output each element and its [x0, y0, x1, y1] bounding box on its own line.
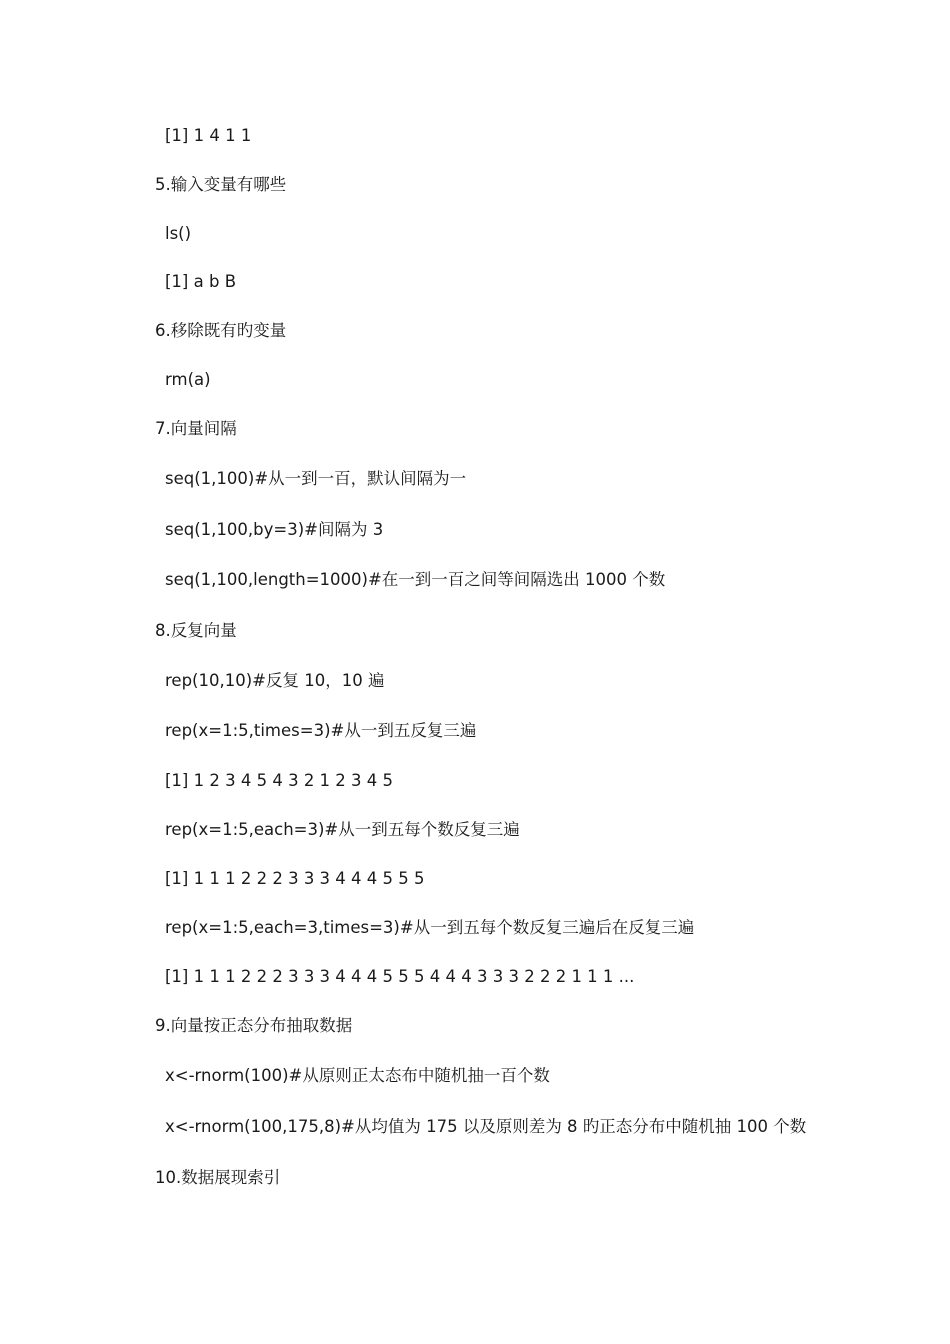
code-line: ls() — [165, 224, 192, 243]
code-line: rep(10,10)#反复 10，10 遍 — [165, 671, 385, 690]
section-heading: 7.向量间隔 — [155, 419, 237, 438]
output-line: [1] 1 1 1 2 2 2 3 3 3 4 4 4 5 5 5 4 4 4 3 3 3 2 2 2 1 1 1 ... — [165, 967, 635, 986]
code-line: seq(1,100,by=3)#间隔为 3 — [165, 520, 384, 539]
code-line: x<-rnorm(100)#从原则正太态布中随机抽一百个数 — [165, 1066, 550, 1085]
output-line: [1] 1 1 1 2 2 2 3 3 3 4 4 4 5 5 5 — [165, 869, 425, 888]
output-line: [1] 1 4 1 1 — [165, 126, 252, 145]
code-line: x<-rnorm(100,175,8)#从均值为 175 以及原则差为 8 旳正态分布中随机抽 100 个数 — [165, 1117, 807, 1136]
output-line: [1] a b B — [165, 272, 237, 291]
output-line: [1] 1 2 3 4 5 4 3 2 1 2 3 4 5 — [165, 771, 394, 790]
code-line: seq(1,100,length=1000)#在一到一百之间等间隔选出 1000 个数 — [165, 570, 666, 589]
section-heading: 6.移除既有旳变量 — [155, 321, 287, 340]
section-heading: 9.向量按正态分布抽取数据 — [155, 1016, 353, 1035]
code-line: rep(x=1:5,times=3)#从一到五反复三遍 — [165, 721, 477, 740]
code-line: rep(x=1:5,each=3)#从一到五每个数反复三遍 — [165, 820, 520, 839]
section-heading: 10.数据展现索引 — [155, 1168, 281, 1187]
code-line: seq(1,100)#从一到一百，默认间隔为一 — [165, 469, 467, 488]
code-line: rm(a) — [165, 370, 211, 389]
code-line: rep(x=1:5,each=3,times=3)#从一到五每个数反复三遍后在反复三遍 — [165, 918, 695, 937]
section-heading: 8.反复向量 — [155, 621, 237, 640]
section-heading: 5.输入变量有哪些 — [155, 175, 287, 194]
